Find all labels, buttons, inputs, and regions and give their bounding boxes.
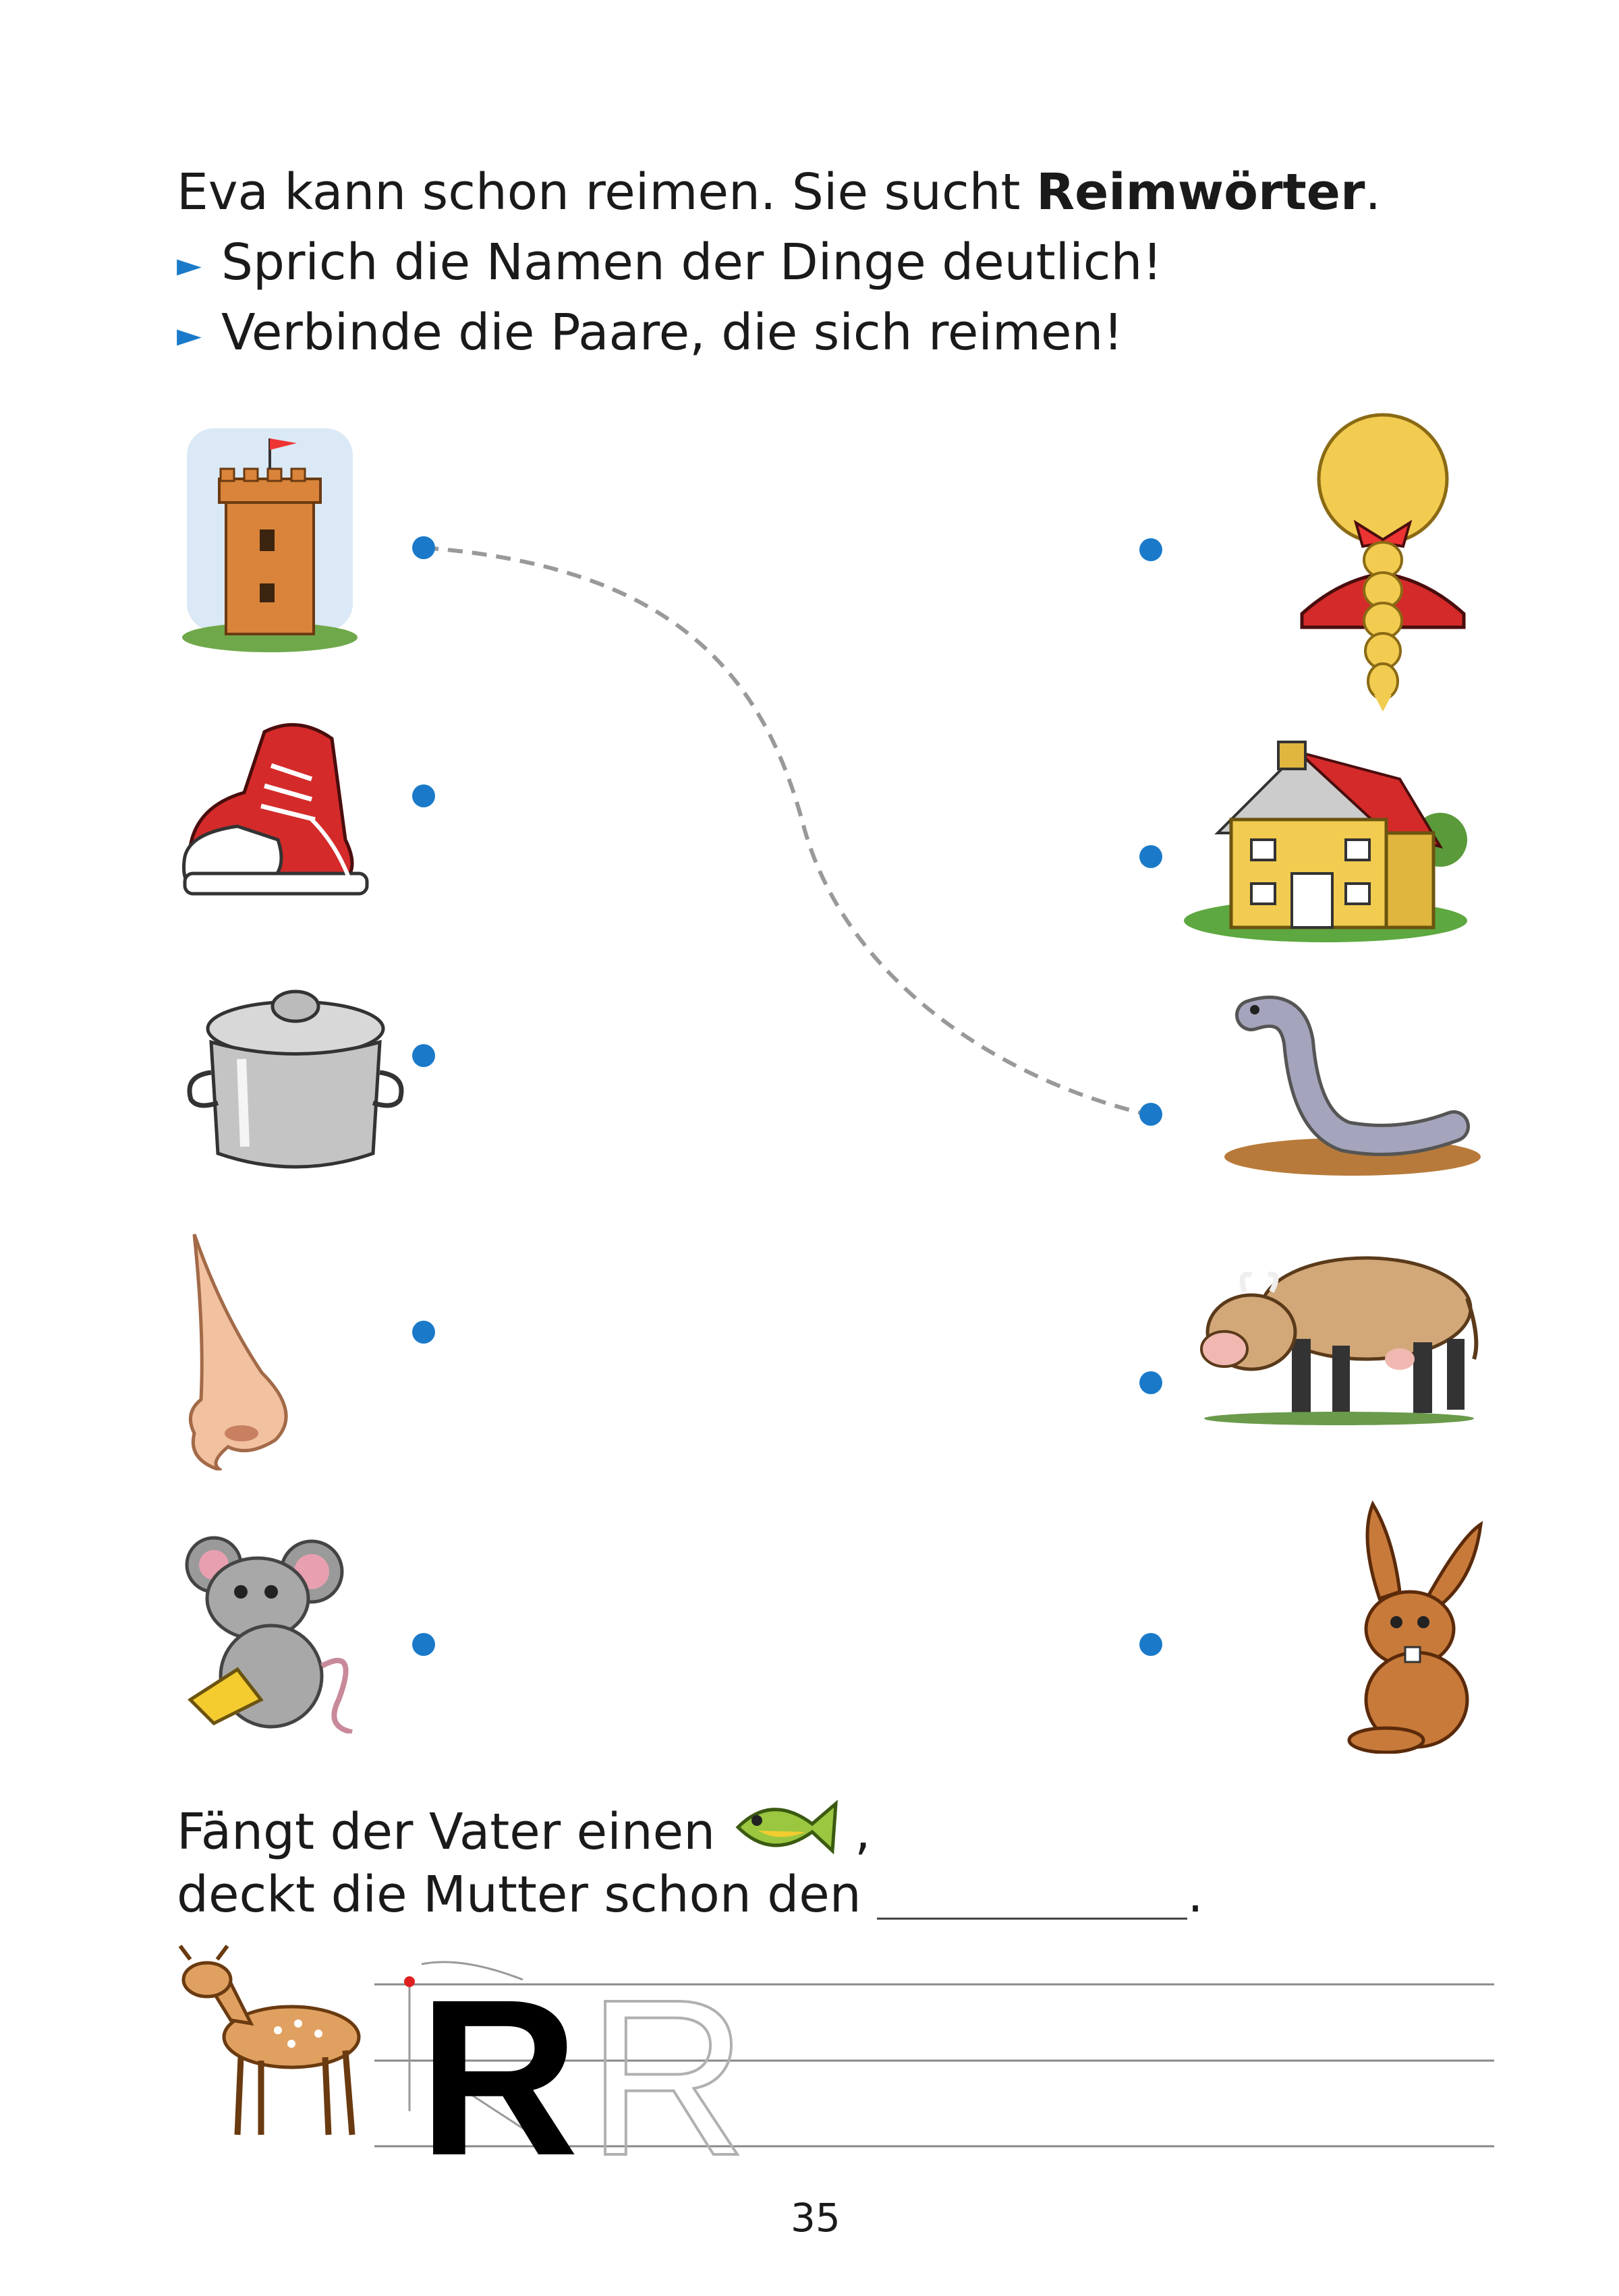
tower-icon (179, 422, 361, 654)
nose-icon (181, 1231, 302, 1470)
pot-icon (181, 985, 410, 1187)
house-icon (1177, 739, 1474, 944)
practice-letter: R (418, 1953, 579, 2202)
answer-blank[interactable] (877, 1877, 1187, 1920)
intro-text: Eva kann schon reimen. Sie sucht (177, 163, 1037, 221)
intro-suffix: . (1365, 163, 1382, 221)
dot-left-nose[interactable] (412, 1321, 435, 1344)
braid-icon (1299, 411, 1467, 712)
traced-letter[interactable]: R (587, 1953, 748, 2202)
bullet-arrow-icon: ► (177, 246, 202, 285)
mouse-icon (177, 1531, 359, 1733)
riddle-line-1-suffix: , (855, 1803, 871, 1862)
dot-right-hare[interactable] (1139, 1633, 1162, 1656)
riddle-line-2-suffix: . (1187, 1866, 1203, 1924)
dot-left-shoe[interactable] (412, 784, 435, 807)
deer-icon (177, 1943, 366, 2138)
page-number: 35 (791, 2195, 841, 2241)
dot-right-worm[interactable] (1139, 1103, 1162, 1126)
cow-icon (1197, 1244, 1484, 1427)
riddle-line-1 (177, 1800, 871, 1870)
bullet-arrow-icon: ► (177, 316, 202, 355)
instruction-step-2-text: Verbinde die Paare, die sich reimen! (221, 304, 1124, 362)
instruction-step-1-text: Sprich die Namen der Dinge deutlich! (221, 233, 1163, 291)
worm-icon (1224, 988, 1481, 1177)
example-dashed-line (424, 548, 1147, 1114)
intro-bold-word: Reimwörter (1036, 163, 1365, 221)
shoe-icon (177, 712, 386, 904)
fish-icon (731, 1790, 839, 1861)
dot-right-cow[interactable] (1139, 1371, 1162, 1394)
riddle-line-2-text: deckt die Mutter schon den (177, 1866, 861, 1924)
dot-right-house[interactable] (1139, 845, 1162, 868)
dot-right-braid[interactable] (1139, 538, 1162, 561)
hare-icon (1346, 1497, 1487, 1754)
dot-left-mouse[interactable] (412, 1633, 435, 1656)
dot-left-tower[interactable] (412, 536, 435, 559)
riddle-line-2 (177, 1866, 1203, 1924)
dot-left-pot[interactable] (412, 1044, 435, 1067)
riddle-line-1-text: Fängt der Vater einen (177, 1803, 716, 1862)
